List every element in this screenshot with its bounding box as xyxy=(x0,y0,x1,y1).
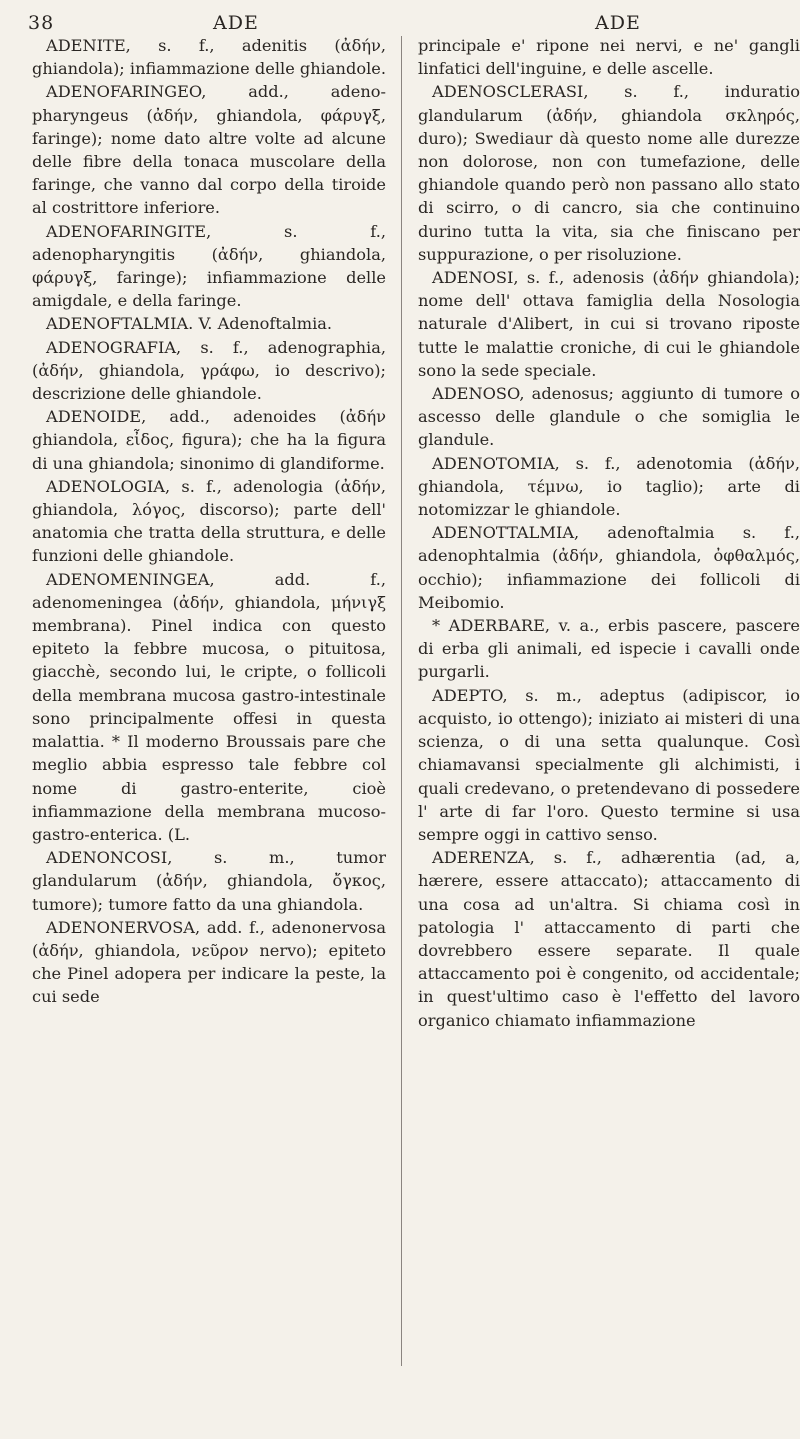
page-number: 38 xyxy=(28,12,55,34)
entry-adenotomia: ADENOTOMIA, s. f., adenotomia (ἀδήν, ghiandola, τέμνω, io taglio); arte di notomizzar le ghiandole. xyxy=(418,453,800,520)
entry-adepto: ADEPTO, s. m., adeptus (adipiscor, io acquisto, io ottengo); iniziato ai misteri di una scienza, o di una setta qualunque. Così chiamavansi specialmente gli alchimisti, i quali credevano, o pretendevano di possedere l' arte di far l'oro. Questo termine si usa sempre oggi in cattivo senso. xyxy=(418,685,800,844)
entry-adenoide: ADENOIDE, add., adenoides (ἀδήν ghiandola, εἶδος, figura); che ha la figura di una ghiandola; sinonimo di glandiforme. xyxy=(32,407,386,473)
column-divider xyxy=(401,36,402,1366)
entry-adenografia: ADENOGRAFIA, s. f., adenographia, (ἀδήν, ghiandola, γράφω, io descrivo); descrizione delle ghiandole. xyxy=(32,337,386,404)
entry-adenonervosa: ADENONERVOSA, add. f., adenonervosa (ἀδήν, ghiandola, νεῦρον nervo); epiteto che Pinel adopera per indicare la peste, la cui sede xyxy=(32,917,386,1007)
entry-adenoncosi: ADENONCOSI, s. m., tumor glandularum (ἀδήν, ghiandola, ὄγκος, tumore); tumore fatto da una ghiandola. xyxy=(32,848,386,914)
entry-aderbare: * ADERBARE, v. a., erbis pascere, pascere di erba gli animali, ed ispecie i cavalli onde purgarli. xyxy=(418,616,800,682)
entry-adenologia: ADENOLOGIA, s. f., adenologia (ἀδήν, ghiandola, λόγος, discorso); parte dell' anatomia che tratta della struttura, e delle funzioni delle ghiandole. xyxy=(32,476,386,566)
entry-adenosi: ADENOSI, s. f., adenosis (ἀδήν ghiandola); nome dell' ottava famiglia della Nosologia naturale d'Alibert, in cui si trovano riposte tutte le malattie croniche, di cui le ghiandole sono la sede speciale. xyxy=(418,268,800,380)
entry-adenoso: ADENOSO, adenosus; aggiunto di tumore o ascesso delle glandule o che somiglia le glandule. xyxy=(418,384,800,450)
entry-adenottalmia: ADENOTTALMIA, adenoftalmia s. f., adenophtalmia (ἀδήν, ghiandola, ὀφθαλμός, occhio); infiammazione dei follicoli di Meibomio. xyxy=(418,523,800,612)
running-title-right: ADE xyxy=(595,12,641,34)
entry-adenoftalmia: ADENOFTALMIA. V. Adenoftalmia. xyxy=(46,314,333,334)
entry-aderenza: ADERENZA, s. f., adhærentia (ad, a, hærere, essere attaccato); attaccamento di una cosa ad un'altra. Si chiama così in patologia l' attaccamento di parti che dovrebbero essere separate. Il quale attaccamento poi è congenito, od accidentale; in quest'ultimo caso è l'effetto del lavoro organico chiamato infiammazione xyxy=(418,848,800,1030)
right-column xyxy=(418,34,800,1214)
running-title-left: ADE xyxy=(213,12,259,34)
left-column xyxy=(32,34,386,1414)
entry-adenosclerasi: ADENOSCLERASI, s. f., induratio glandularum (ἀδήν, ghiandola σκληρός, duro); Swediaur dà questo nome alle durezze non dolorose, non con tumefazione, delle ghiandole quando però non passano allo stato di scirro, o di cancro, sia che continuino durino tutta la vita, sia che finiscano per suppurazione, o per risoluzione. xyxy=(418,82,800,264)
entry-continuation: principale e' ripone nei nervi, e ne' gangli linfatici dell'inguine, e delle ascelle. xyxy=(418,36,800,79)
entry-adenofaringeo: ADENOFARINGEO, add., adeno-pharyngeus (ἀδήν, ghiandola, φάρυγξ, faringe); nome dato altre volte ad alcune delle fibre della tonaca muscolare della faringe, che vanno dal corpo della tiroide al costrittore inferiore. xyxy=(32,82,386,218)
entry-adenite: ADENITE, s. f., adenitis (ἀδήν, ghiandola); infiammazione delle ghiandole. xyxy=(32,36,386,79)
entry-adenofaringite: ADENOFARINGITE, s. f., adenopharyngitis (ἀδήν, ghiandola, φάρυγξ, faringe); infiammazione delle amigdale, e della faringe. xyxy=(32,221,386,311)
entry-adenomeningea: ADENOMENINGEA, add. f., adenomeningea (ἀδήν, ghiandola, μήνιγξ membrana). Pinel indica con questo epiteto la febbre mucosa, o pituitosa, giacchè, secondo lui, le cripte, o follicoli della membrana mucosa gastro-intestinale sono principalmente offesi in questa malattia. * Il moderno Broussais pare che meglio abbia espresso tale febbre col nome di gastro-enterite, cioè infiammazione della membrana mucoso-gastro-enterica. (L. xyxy=(32,569,386,844)
